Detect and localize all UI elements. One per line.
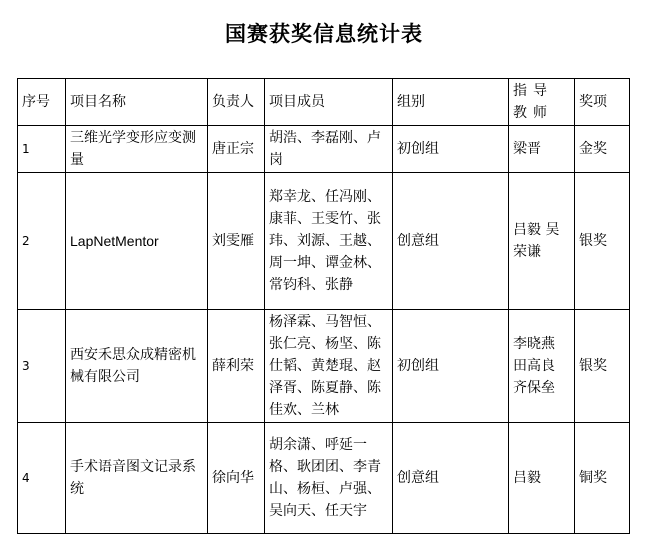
table-row (18, 423, 630, 534)
row-number: 1 (18, 126, 66, 173)
header-cell: 项目名称 (66, 79, 208, 126)
group: 初创组 (393, 126, 509, 173)
project-name: 三维光学变形应变测量 (66, 126, 208, 173)
header-cell: 组别 (393, 79, 509, 126)
header-cell: 奖项 (575, 79, 630, 126)
group: 初创组 (393, 310, 509, 423)
row-number: 3 (18, 310, 66, 423)
award: 银奖 (575, 173, 630, 310)
page-title: 国赛获奖信息统计表 (225, 22, 423, 46)
advisor: 李晓燕 田高良 齐保垒 (509, 310, 575, 423)
award: 铜奖 (575, 423, 630, 534)
table-header-row (18, 79, 630, 126)
members: 杨泽霖、马智恒、张仁亮、杨坚、陈仕韬、黄楚琨、赵泽胥、陈夏静、陈佳欢、兰林 (265, 310, 393, 423)
project-name: 手术语音图文记录系统 (66, 423, 208, 534)
award-table (17, 78, 630, 534)
members: 郑幸龙、任冯刚、康菲、王雯竹、张玮、刘源、王越、周一坤、谭金林、常钧科、张静 (265, 173, 393, 310)
advisor: 梁晋 (509, 126, 575, 173)
advisor: 吕毅 吴荣谦 (509, 173, 575, 310)
award: 金奖 (575, 126, 630, 173)
table-row (18, 310, 630, 423)
group: 创意组 (393, 173, 509, 310)
header-cell: 指导教师 (509, 79, 575, 126)
table-row (18, 173, 630, 310)
project-name: LapNetMentor (66, 173, 208, 310)
members: 胡浩、李磊刚、卢岗 (265, 126, 393, 173)
award: 银奖 (575, 310, 630, 423)
row-number: 4 (18, 423, 66, 534)
table-row (18, 126, 630, 173)
header-cell: 负责人 (208, 79, 265, 126)
leader: 刘雯雁 (208, 173, 265, 310)
group: 创意组 (393, 423, 509, 534)
members: 胡余潇、呼延一格、耿团团、李青山、杨桓、卢强、吴向天、任天宇 (265, 423, 393, 534)
leader: 徐向华 (208, 423, 265, 534)
project-name: 西安禾思众成精密机械有限公司 (66, 310, 208, 423)
advisor: 吕毅 (509, 423, 575, 534)
leader: 薛利荣 (208, 310, 265, 423)
leader: 唐正宗 (208, 126, 265, 173)
header-cell: 序号 (18, 79, 66, 126)
row-number: 2 (18, 173, 66, 310)
header-cell: 项目成员 (265, 79, 393, 126)
